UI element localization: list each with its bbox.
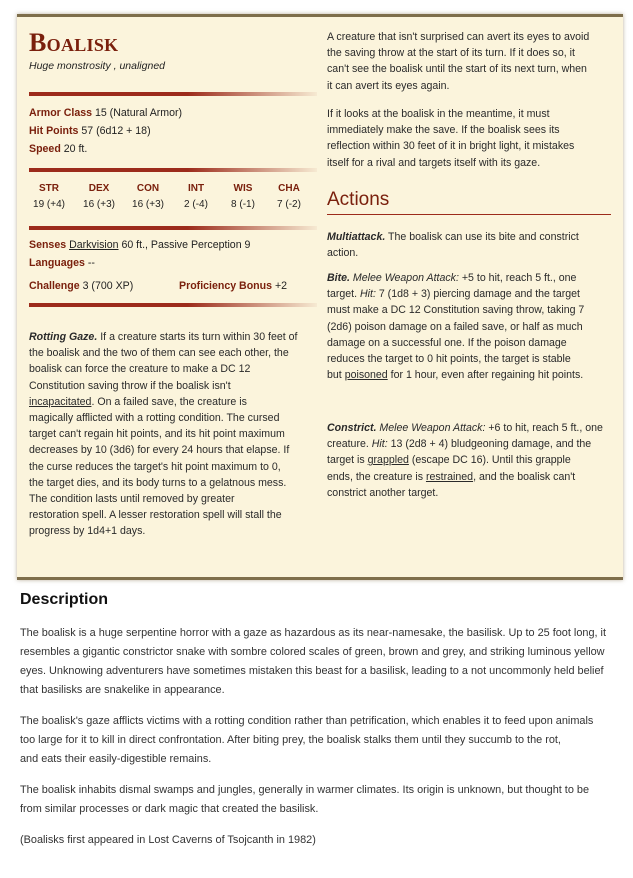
proficiency-label: Proficiency Bonus — [179, 280, 273, 292]
divider — [29, 226, 317, 230]
action-title: Constrict. — [327, 422, 377, 434]
action-text: but — [327, 369, 342, 382]
action-title: Bite. — [327, 272, 350, 284]
hit-points-value: 57 (6d12 + 18) — [81, 125, 151, 137]
stat-block — [17, 14, 623, 580]
action-text: ends, the creature is — [327, 470, 423, 483]
ability-dex — [79, 181, 119, 213]
divider — [29, 168, 317, 172]
description-heading: Description — [20, 591, 109, 608]
trait-text: A creature that isn't surprised can avert its eyes to avoid — [327, 31, 590, 43]
action-text: target. — [327, 288, 358, 301]
ability-score: 19 (+4) — [33, 199, 65, 210]
ability-label: CHA — [278, 183, 300, 194]
languages-label: Languages — [29, 257, 85, 269]
trait-text: itself for a rival and targets itself with its gaze. — [327, 156, 541, 169]
hit-label: Hit: — [360, 288, 376, 301]
action-text: for 1 hour, even after regaining hit points. — [390, 369, 584, 382]
hit-label: Hit: — [371, 438, 388, 451]
proficiency-value: +2 — [274, 280, 288, 292]
senses-label: Senses — [29, 239, 67, 251]
description-text: The boalisk is a huge serpentine horror with a gaze as hazardous as its near-namesake, the basilisk. Up to 25 foot long, it — [20, 627, 606, 639]
senses-value: 60 ft., Passive Perception 9 — [118, 239, 251, 251]
ability-label: INT — [187, 183, 205, 194]
action-text: +5 to hit, reach 5 ft., one — [461, 272, 577, 284]
description-text: The boalisk inhabits dismal swamps and jungles, generally in warmer climates. Its origin is unknown, but thought to be — [20, 784, 590, 796]
attack-type: Melee Weapon Attack: — [379, 422, 486, 434]
trait-text: decreases by 10 (3d6) for every 24 hours that elapse. If — [29, 444, 290, 457]
action-constrict — [327, 420, 603, 501]
armor-class-label: Armor Class — [29, 107, 92, 119]
action-text: 7 (1d8 + 3) piercing damage and the target — [378, 288, 580, 301]
action-text: creature. — [327, 438, 369, 451]
trait-text: immediately make the save. If the boalisk sees its — [327, 124, 560, 137]
action-text: constrict another target. — [327, 486, 439, 499]
ability-score: 16 (+3) — [132, 199, 164, 210]
hit-points-label: Hit Points — [29, 125, 79, 137]
action-multiattack — [327, 229, 579, 261]
description-text: too large for it to kill in direct confrontation. After biting prey, the boalisk stalks them until they succumb to the rot, — [20, 734, 561, 746]
action-text: damage on a successful one. If the poison damage — [327, 336, 567, 349]
trait-text: the saving throw at the start of its turn. If it does so, it — [327, 47, 575, 60]
ability-label: CON — [136, 183, 160, 194]
description-text: and eats their easily-digestible remains. — [20, 753, 212, 765]
armor-class — [29, 105, 182, 121]
armor-class-value: 15 (Natural Armor) — [94, 107, 183, 119]
action-text: +6 to hit, reach 5 ft., one — [488, 422, 603, 434]
grappled-link[interactable]: grappled — [367, 454, 409, 467]
description-text: eyes. Unknowing adventurers have sometimes mistaken this beast for a basilisk, leading to a not uncommonly held belief — [20, 665, 604, 677]
divider — [29, 92, 317, 96]
trait-text: restoration spell. A lesser restoration spell will stall the — [29, 509, 282, 522]
action-text: (2d6) poison damage on a failed save, or half as much — [327, 320, 583, 333]
ability-score: 7 (-2) — [277, 199, 301, 210]
trait-text: If a creature starts its turn within 30 feet of — [100, 331, 298, 343]
trait-text: reflection within 30 feet of it in bright light, it mistakes — [327, 140, 575, 153]
trait-text: boalisk can force the creature to make a DC 12 — [29, 363, 251, 376]
description-text: that basilisks are snakelike in appearance. — [20, 684, 225, 696]
action-title: Multiattack. — [327, 231, 386, 243]
action-text: 13 (2d8 + 4) bludgeoning damage, and the — [390, 438, 592, 451]
trait-text: magically afflicted with a rotting condition. The cursed — [29, 412, 280, 425]
trait-text: target can't regain hit points, and its hit point maximum — [29, 428, 285, 441]
speed-label: Speed — [29, 143, 61, 155]
languages — [29, 255, 95, 271]
senses — [29, 237, 250, 253]
ability-score: 2 (-4) — [184, 199, 208, 210]
description-text: The boalisk's gaze afflicts victims with a rotting condition rather than petrification, which enables it to feed upon animals — [20, 715, 594, 727]
trait-text: If it looks at the boalisk in the meantime, it must — [327, 108, 550, 120]
ability-wis — [223, 181, 263, 213]
attack-type: Melee Weapon Attack: — [352, 272, 459, 284]
ability-str — [29, 181, 69, 213]
ability-score: 16 (+3) — [83, 199, 115, 210]
trait-text: the curse reduces the target's hit point maximum to 0, — [29, 460, 281, 473]
action-bite — [327, 270, 584, 383]
trait-reflect — [327, 106, 574, 171]
trait-rotting-gaze — [29, 329, 298, 540]
challenge-label: Challenge — [29, 280, 80, 292]
description-paragraph-4 — [20, 831, 620, 850]
actions-divider — [327, 214, 611, 215]
hit-points — [29, 123, 151, 139]
ability-label: WIS — [233, 183, 253, 194]
trait-avert — [327, 29, 589, 94]
speed-value: 20 ft. — [63, 143, 88, 155]
description-paragraph-2 — [20, 712, 620, 769]
description-text: resembles a gigantic constrictor snake with sombre colored scales of green, brown and grey, and striking luminous yellow — [20, 646, 605, 658]
action-text: (escape DC 16). Until this grapple — [411, 454, 571, 467]
action-text: action. — [327, 247, 359, 260]
trait-text: the target dies, and its body turns to a gelatnous mess. — [29, 476, 287, 489]
description-text: (Boalisks first appeared in Lost Caverns of Tsojcanth in 1982) — [20, 834, 316, 846]
description-paragraph-1 — [20, 624, 620, 700]
challenge — [29, 278, 133, 294]
trait-title: Rotting Gaze. — [29, 331, 98, 343]
ability-score: 8 (-1) — [231, 199, 255, 210]
action-text: must make a DC 12 Constitution saving throw, taking 7 — [327, 304, 585, 317]
divider — [29, 303, 317, 307]
proficiency-bonus — [179, 278, 287, 294]
trait-text: . On a failed save, the creature is — [91, 395, 247, 408]
trait-text: progress by 1d4+1 days. — [29, 525, 146, 538]
ability-label: DEX — [88, 183, 110, 194]
ability-con — [128, 181, 168, 213]
speed — [29, 141, 87, 157]
challenge-value: 3 (700 XP) — [82, 280, 134, 292]
poisoned-link[interactable]: poisoned — [344, 369, 388, 382]
restrained-link[interactable]: restrained — [425, 470, 474, 483]
trait-text: it can avert its eyes again. — [327, 79, 450, 92]
trait-text: Constitution saving throw if the boalisk isn't — [29, 379, 231, 392]
monster-type: Huge monstrosity , unaligned — [29, 60, 165, 72]
action-text: reduces the target to 0 hit points, the target is stable — [327, 353, 571, 366]
actions-heading: Actions — [327, 189, 390, 210]
description-text: from similar processes or dark magic that created the basilisk. — [20, 803, 319, 815]
trait-text: the boalisk and the two of them can see each other, the — [29, 347, 289, 360]
trait-text: The condition lasts until removed by greater — [29, 493, 235, 506]
trait-text: can't see the boalisk until the start of its next turn, when — [327, 63, 587, 76]
incapacitated-link[interactable]: incapacitated — [29, 395, 92, 408]
ability-label: STR — [39, 183, 59, 194]
darkvision-link[interactable]: Darkvision — [69, 239, 119, 251]
ability-cha — [269, 181, 309, 213]
action-text: , and the boalisk can't — [473, 470, 576, 483]
action-text: The boalisk can use its bite and constrict — [388, 231, 579, 243]
monster-name: Boalisk — [29, 28, 119, 57]
ability-int — [176, 181, 216, 213]
action-text: target is — [327, 454, 365, 467]
languages-value: -- — [87, 257, 95, 269]
description-paragraph-3 — [20, 781, 620, 819]
